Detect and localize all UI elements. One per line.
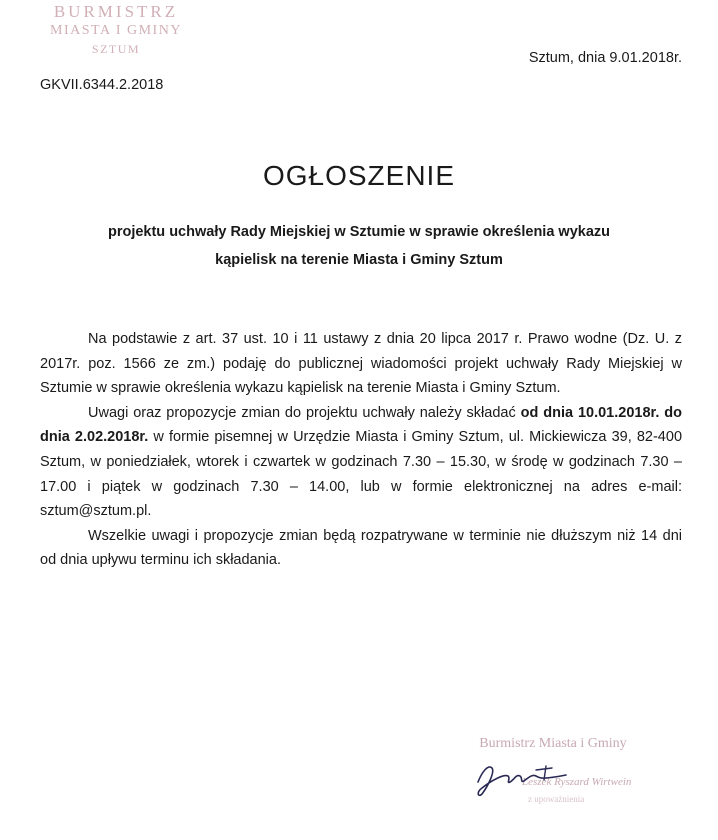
header-stamp-line1: BURMISTRZ bbox=[53, 2, 179, 21]
document-title: OGŁOSZENIE bbox=[262, 160, 456, 191]
reference-number: GKVII.6344.2.2018 bbox=[40, 77, 164, 93]
place-date: Sztum, dnia 9.01.2018r. bbox=[528, 50, 682, 66]
signature-stamp-name: Leszek Ryszard Wirtwein bbox=[522, 776, 632, 788]
header-stamp-line3: SZTUM bbox=[91, 42, 141, 56]
document-subtitle bbox=[40, 218, 678, 274]
subtitle-line-2: kąpielisk na terenie Miasta i Gminy Sztum bbox=[215, 252, 503, 268]
header-stamp-line2: MIASTA I GMINY bbox=[50, 23, 182, 38]
paragraph-2-text-a: Uwagi oraz propozycje zmian do projektu uchwały należy składać bbox=[88, 404, 521, 421]
handwritten-signature bbox=[448, 752, 598, 802]
signature-stamp-title: Burmistrz Miasta i Gminy bbox=[479, 736, 627, 751]
paragraph-legal-basis: Na podstawie z art. 37 ust. 10 i 11 ustawy z dnia 20 lipca 2017 r. Prawo wodne (Dz. U. z 2017r. poz. 1566 ze zm.) podaję do publicznej wiadomości projekt uchwały Rady Miejskiej w Sztumie w sprawie określenia wykazu kąpielisk na terenie Miasta i Gminy Sztum. bbox=[40, 331, 682, 397]
signature-stamp-note: z upoważnienia bbox=[528, 794, 585, 804]
paragraph-review-period: Wszelkie uwagi i propozycje zmian będą rozpatrywane w terminie nie dłuższym niż 14 dni od dnia upływu terminu ich składania. bbox=[40, 527, 682, 569]
announcement-body bbox=[40, 327, 682, 573]
header-stamp bbox=[30, 2, 202, 59]
subtitle-line-1: projektu uchwały Rady Miejskiej w Sztumie w sprawie określenia wykazu bbox=[107, 224, 611, 240]
signature-stamp bbox=[448, 736, 658, 804]
paragraph-2-text-b: w formie pisemnej w Urzędzie Miasta i Gminy Sztum, ul. Mickiewicza 39, 82-400 Sztum, w poniedziałek, wtorek i czwartek w godzinach 7.30 – 15.30, w środę w godzinach 7.30 – 17.00 i piątek w godzinach 7.30 – 14.00, lub w formie elektronicznej na adres e-mail: sztum@sztum.pl. bbox=[40, 429, 683, 520]
deadline-dates: od dnia 10.01.2018r. do dnia 2.02.2018r. bbox=[40, 404, 682, 446]
paragraph-comments-deadline bbox=[40, 401, 682, 524]
